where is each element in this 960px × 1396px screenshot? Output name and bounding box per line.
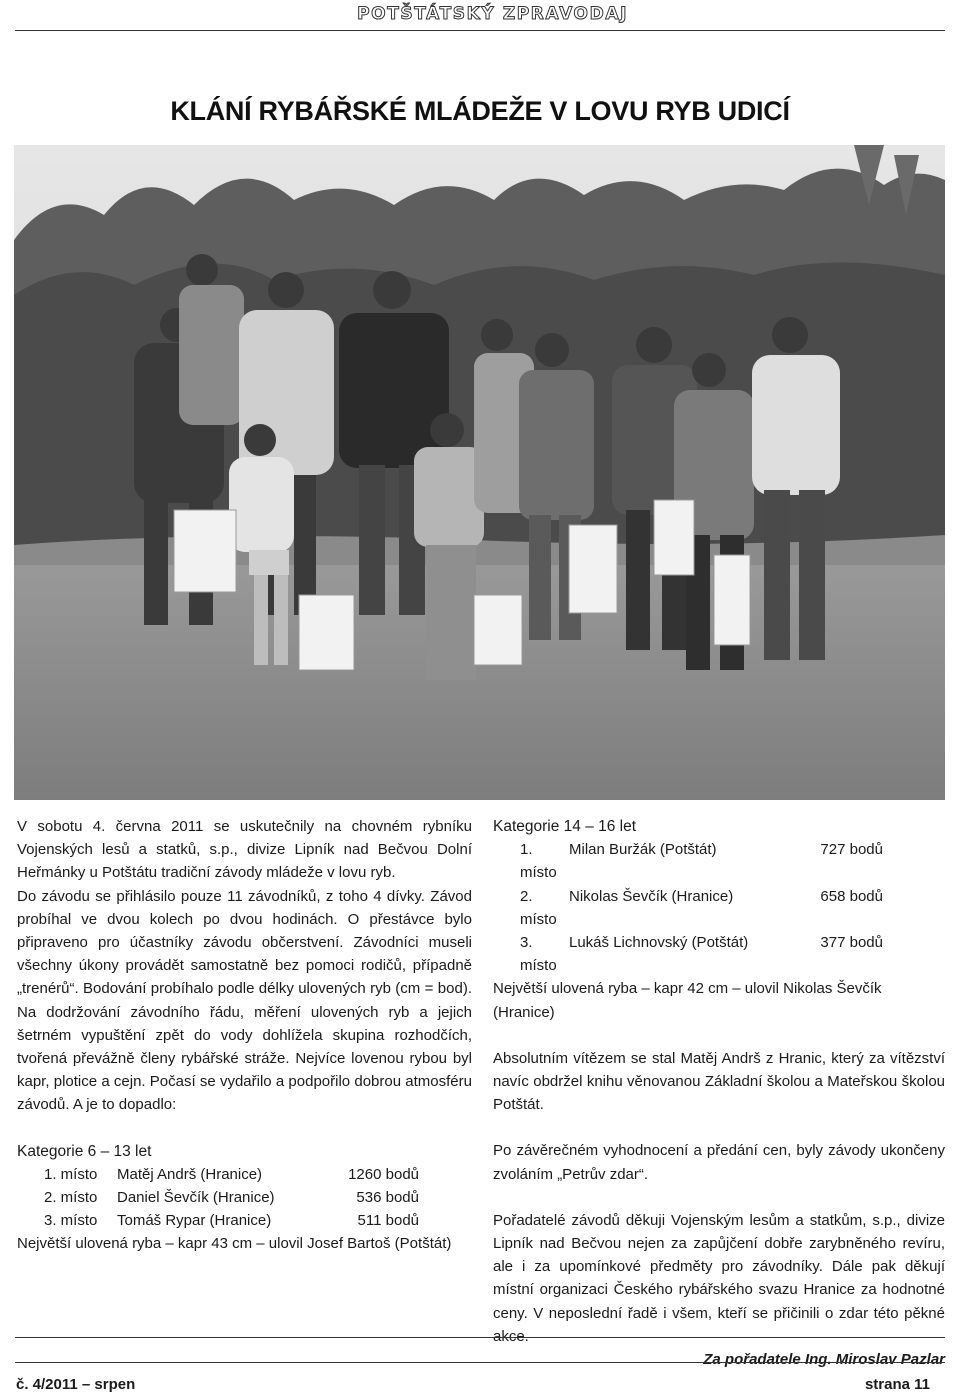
result-name: Matěj Andrš (Hranice)	[117, 1165, 263, 1183]
result-name: Milan Buržák (Potštát)	[569, 841, 717, 859]
result-points: 658 bodů	[820, 887, 883, 905]
result-row	[17, 1209, 472, 1232]
result-name: Tomáš Rypar (Hranice)	[117, 1212, 272, 1230]
issue-label: č. 4/2011 – srpen	[16, 1376, 136, 1393]
category-heading-senior: Kategorie 14 – 16 let	[493, 818, 637, 835]
group-photo	[14, 145, 945, 800]
thanks-paragraph: Pořadatelé závodů děkuji Vojenským lesům a statkům, s.p., divize Lipník nad Bečvou nejen za zapůjčení dobře zarybněného revíru, ale i za upomínkové předměty pro závodníky. Dále pak děkují místní organizaci Českého rybářského svazu Hranice za hodnotné ceny. V neposlední řadě i všem, kteří se přičinili o zdar této pěkné akce.	[493, 1211, 945, 1345]
result-row	[493, 838, 945, 884]
biggest-fish-senior: Největší ulovená ryba – kapr 42 cm – ulovil Nikolas Ševčík (Hranice)	[493, 980, 882, 1021]
result-place: 3. místo	[520, 934, 557, 975]
results-list-junior	[17, 1163, 472, 1233]
biggest-fish-junior: Největší ulovená ryba – kapr 43 cm – ulovil Josef Bartoš (Potštát)	[17, 1235, 452, 1253]
absolute-winner-paragraph: Absolutním vítězem se stal Matěj Andrš z Hranic, který za vítězství navíc obdržel knihu věnovanou Základní školou a Mateřskou školou Potštát.	[493, 1049, 945, 1114]
result-place: 1. místo	[44, 1165, 98, 1183]
result-place: 2. místo	[44, 1189, 98, 1207]
category-heading-junior: Kategorie 6 – 13 let	[17, 1142, 152, 1160]
result-points: 727 bodů	[820, 841, 883, 859]
article-title: KLÁNÍ RYBÁŘSKÉ MLÁDEŽE V LOVU RYB UDICÍ	[170, 96, 790, 126]
result-points: 511 bodů	[357, 1212, 419, 1230]
result-place: 2. místo	[520, 887, 557, 928]
result-place: 3. místo	[44, 1212, 98, 1230]
right-article-column	[493, 815, 945, 1371]
author-signature: Za pořadatele Ing. Miroslav Pazlar	[703, 1351, 945, 1369]
intro-paragraph: V sobotu 4. června 2011 se uskutečnily na chovném rybníku Vojenských lesů a statků, s.p., divize Lipník nad Bečvou Dolní Heřmánky u Potštátu tradiční závody mládeže v lovu ryb.	[17, 818, 472, 882]
result-row	[17, 1163, 472, 1186]
footer-divider	[15, 1362, 945, 1363]
left-article-column	[17, 815, 472, 1256]
result-name: Nikolas Ševčík (Hranice)	[569, 887, 734, 905]
result-points: 1260 bodů	[348, 1165, 419, 1183]
header-divider	[15, 30, 945, 31]
page-number: strana 11	[864, 1376, 930, 1393]
body-paragraph: Do závodu se přihlásilo pouze 11 závodníků, z toho 4 dívky. Závod probíhal ve dvou kolech po dvou hodinách. O přestávce bylo připraveno pro účastníky závodu občerstvení. Závodníci museli všechny úkony provádět samostatně bez pomoci rodičů, případně „trenérů“. Bodování probíhalo podle délky ulovených ryb (cm = bod). Na dodržování závodního řádu, měření ulovených ryb a jejich šetrném vypuštění zpět do vody dohlížela skupina rozhodčích, tvořená převážně členy rybářské stráže. Nejvíce lovenou rybou byl kapr, plotice a cejn. Počasí se vydařilo a podpořilo dobrou atmosféru závodů. A je to dopadlo:	[17, 887, 472, 1114]
result-row	[493, 885, 945, 931]
result-name: Daniel Ševčík (Hranice)	[117, 1189, 275, 1207]
result-row	[493, 931, 945, 977]
result-place: 1. místo	[520, 841, 557, 882]
result-name: Lukáš Lichnovský (Potštát)	[569, 934, 749, 952]
result-points: 536 bodů	[356, 1189, 419, 1207]
result-points: 377 bodů	[820, 934, 883, 952]
result-row	[17, 1186, 472, 1209]
content-bottom-divider	[15, 1337, 945, 1358]
results-list-senior	[493, 838, 945, 977]
closing-paragraph: Po závěrečném vyhodnocení a předání cen, byly závody ukončeny zvoláním „Petrův zdar“.	[493, 1142, 945, 1183]
newsletter-masthead: POTŠTÁTSKÝ ZPRAVODAJ	[357, 4, 628, 24]
